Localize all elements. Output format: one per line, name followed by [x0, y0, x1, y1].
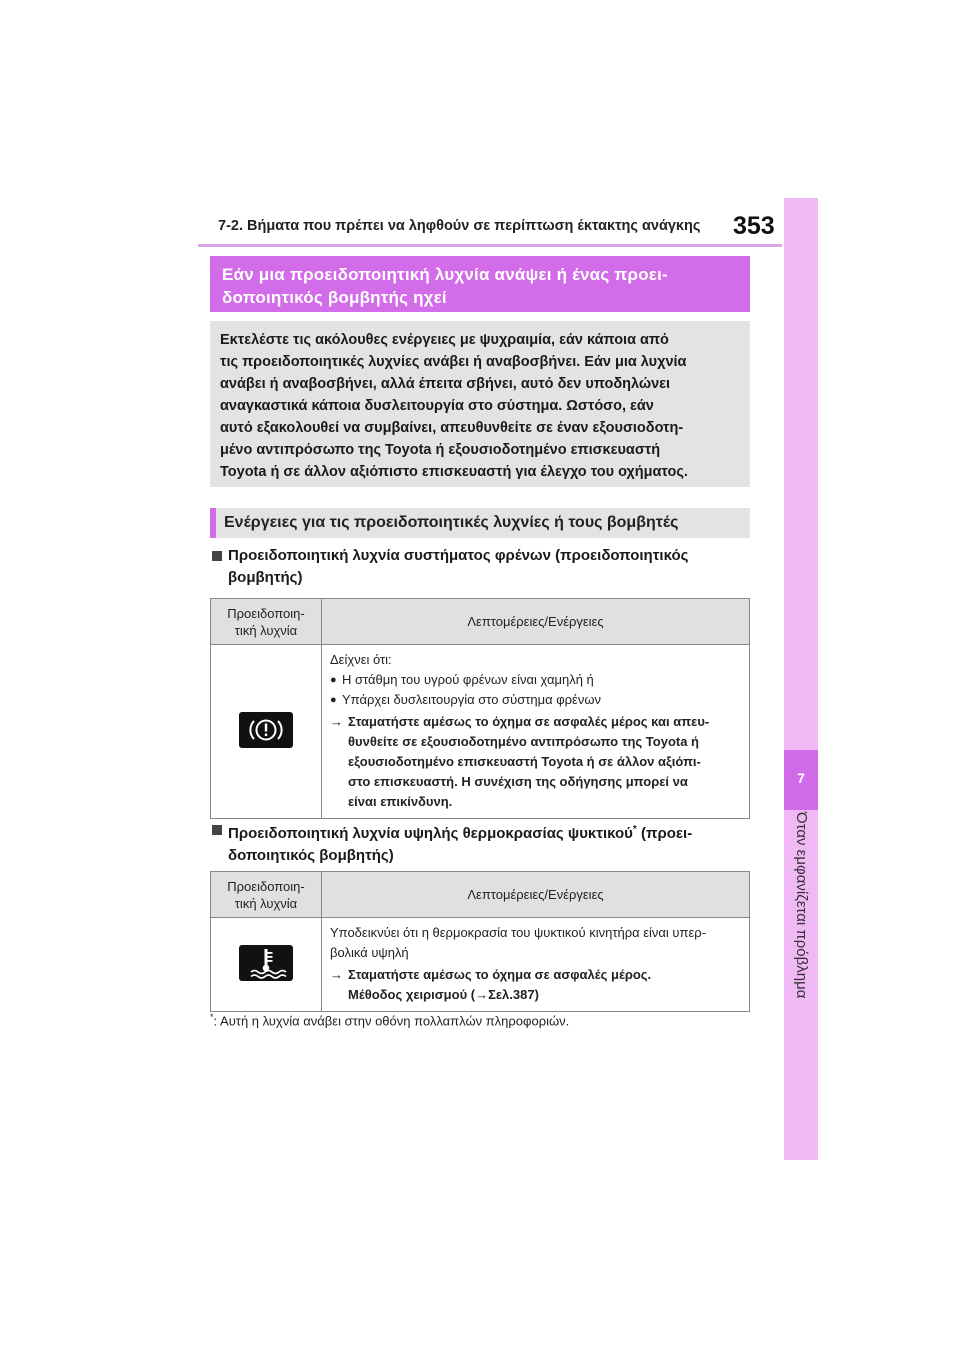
intro-line: Toyota ή σε άλλον αξιόπιστο επισκευαστή για έλεγχο του οχήματος. [220, 464, 688, 480]
section-title [210, 256, 750, 312]
intro-line: αναγκαστικά κάποια δυσλειτουργία στο σύστημα. Ωστόσο, εάν [220, 398, 654, 414]
action-line: στο επισκευαστή. Η συνέχιση της οδήγησης μπορεί να [348, 774, 688, 789]
action-line: είναι επικίνδυνη. [348, 794, 453, 809]
chapter-title-wrap [782, 812, 820, 1012]
brake-warning-icon [239, 712, 293, 748]
item-heading-coolant [210, 819, 750, 867]
square-bullet-icon [212, 825, 222, 835]
chapter-title: Όταν εμφανίζεται πρόβλημα [793, 812, 810, 999]
intro-line: αυτό εξακολουθεί να συμβαίνει, απευθυνθείτε σε έναν εξουσιοδοτη- [220, 420, 684, 436]
details-cell [322, 918, 750, 1012]
intro-line: Εκτελέστε τις ακόλουθες ενέργειες με ψυχραιμία, εάν κάποια από [220, 332, 669, 348]
header-lamp-line1: Προειδοποιη- [227, 605, 305, 621]
chapter-number: 7 [797, 770, 805, 786]
footnote-mark: * [210, 1012, 214, 1022]
details-cell [322, 645, 750, 819]
section-title-line1: Εάν μια προειδοποιητική λυχνία ανάψει ή ένας προει- [222, 265, 668, 284]
item-heading-brake [210, 545, 750, 589]
action-text [330, 965, 743, 1005]
chapter-side-tab [784, 198, 818, 1160]
coolant-warning-table [210, 871, 750, 1012]
intro-line: μένο αντιπρόσωπο της Toyota ή εξουσιοδοτημένο επισκευαστή [220, 442, 661, 458]
brake-warning-table [210, 598, 750, 819]
square-bullet-icon [212, 551, 222, 561]
lamp-cell [211, 918, 322, 1012]
table-header-row [211, 599, 750, 645]
header-lamp-line2: τική λυχνία [234, 622, 298, 638]
header-rule [198, 244, 782, 247]
header-lamp-line2: τική λυχνία [234, 895, 298, 911]
action-line: Σταματήστε αμέσως το όχημα σε ασφαλές μέρος και απευ- [348, 714, 710, 729]
action-line: εξουσιοδοτημένο επισκευαστή Toyota ή σε άλλον αξιόπι- [348, 754, 701, 769]
lamp-cell [211, 645, 322, 819]
action-text [330, 712, 743, 812]
intro-box [210, 321, 750, 487]
footnote-text: : Αυτή η λυχνία ανάβει στην οθόνη πολλαπλών πληροφοριών. [213, 1013, 570, 1029]
header-lamp-line1: Προειδοποιη- [227, 878, 305, 894]
item-heading-line2: βομβητής) [228, 569, 303, 586]
header-details-cell: Λεπτομέρειες/Ενέργειες [322, 872, 750, 918]
arrow-icon: → [330, 714, 343, 729]
header-details-cell: Λεπτομέρειες/Ενέργειες [322, 599, 750, 645]
list-item: ● Υπάρχει δυσλειτουργία στο σύστημα φρένων [330, 690, 743, 710]
intro-line: ανάβει ή αναβοσβήνει, αλλά έπειτα σβήνει, αυτό δεν υποδηλώνει [220, 376, 671, 392]
section-title-line2: δοποιητικός βομβητής ηχεί [222, 288, 447, 307]
running-header: 7-2. Βήματα που πρέπει να ληφθούν σε περίπτωση έκτακτης ανάγκης [218, 218, 701, 234]
item-heading-text: Προειδοποιητική λυχνία υψηλής θερμοκρασίας ψυκτικού [228, 825, 633, 842]
list-item: ● Η στάθμη του υγρού φρένων είναι χαμηλή ή [330, 670, 743, 690]
header-lamp-cell [211, 872, 322, 918]
detail-intro-line: βολικά υψηλή [330, 945, 409, 960]
item-heading-text-end: (προει- [636, 825, 693, 842]
page-number: 353 [733, 212, 775, 240]
detail-intro: Δείχνει ότι: [330, 652, 392, 667]
footnote-mark: * [632, 824, 637, 835]
item-heading-line1 [228, 819, 750, 845]
action-line: θυνθείτε σε εξουσιοδοτημένο αντιπρόσωπο της Toyota ή [348, 734, 699, 749]
item-heading-line1: Προειδοποιητική λυχνία συστήματος φρένων (προειδοποιητικός [228, 547, 689, 564]
detail-intro-line: Υποδεικνύει ότι η θερμοκρασία του ψυκτικού κινητήρα είναι υπερ- [330, 925, 707, 940]
page-reference-link[interactable]: Μέθοδος χειρισμού (→Σελ.387) [348, 987, 539, 1002]
header-lamp-cell [211, 599, 322, 645]
subsection-title: Ενέργειες για τις προειδοποιητικές λυχνίες ή τους βομβητές [210, 508, 750, 538]
arrow-icon: → [330, 967, 343, 982]
intro-line: τις προειδοποιητικές λυχνίες ανάβει ή αναβοσβήνει. Εάν μια λυχνία [220, 354, 687, 370]
footnote [210, 1012, 569, 1028]
item-heading-line2: δοποιητικός βομβητής) [228, 847, 394, 864]
table-header-row [211, 872, 750, 918]
table-row [211, 918, 750, 1012]
table-row [211, 645, 750, 819]
action-line: Σταματήστε αμέσως το όχημα σε ασφαλές μέρος. [348, 967, 652, 982]
coolant-temperature-icon [239, 945, 293, 981]
